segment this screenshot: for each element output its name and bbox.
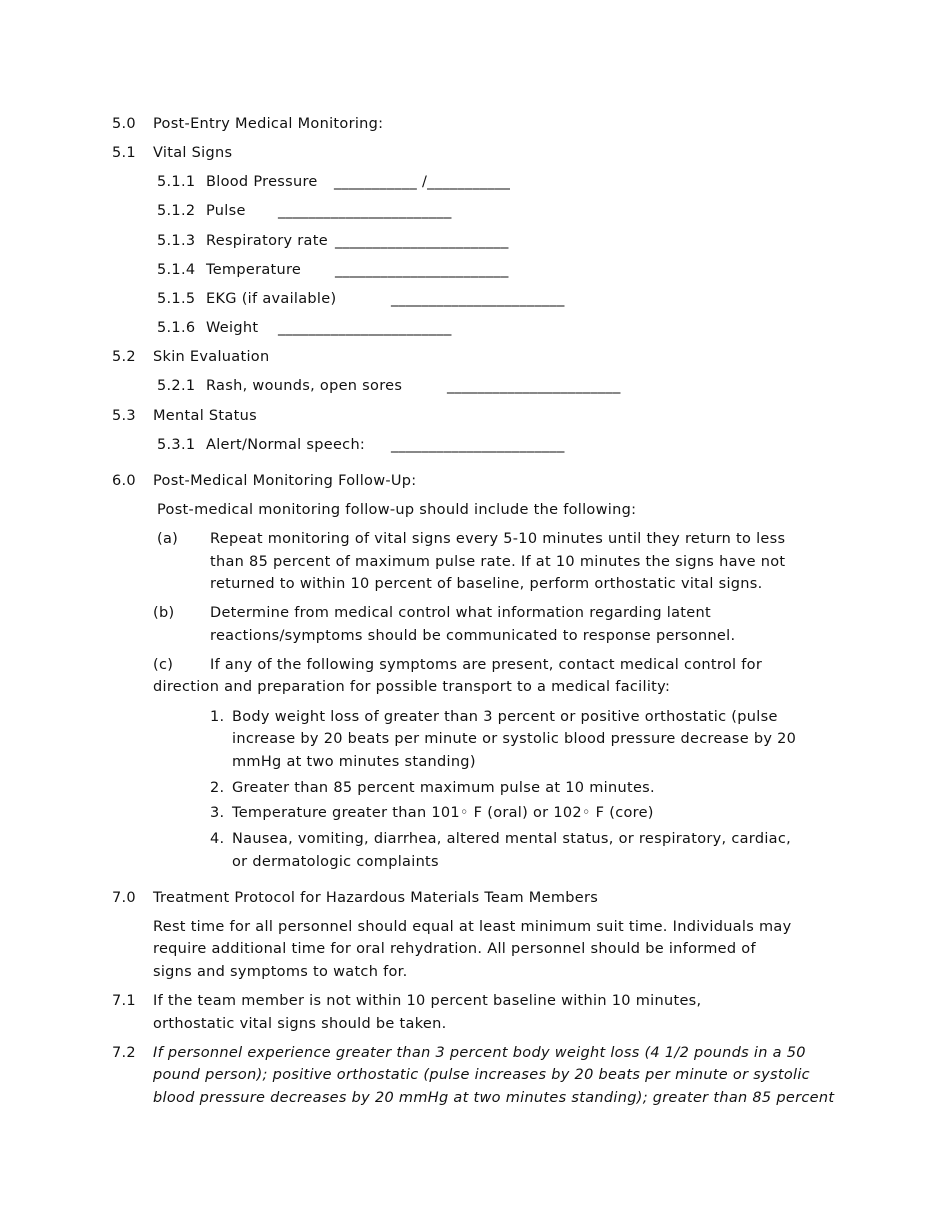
list-marker: (c): [153, 657, 174, 673]
item-label: Blood Pressure: [206, 174, 318, 190]
item-label: EKG (if available): [206, 291, 337, 307]
section-number: 5.1: [112, 145, 136, 161]
item-label: Rash, wounds, open sores: [206, 378, 403, 394]
section-number: 5.3: [112, 408, 136, 424]
paragraph-line: orthostatic vital signs should be taken.: [153, 1016, 447, 1032]
list-number: 3.: [210, 805, 225, 821]
section-title: Mental Status: [153, 408, 257, 424]
section-number: 5.2: [112, 349, 136, 365]
paragraph-line: Determine from medical control what information regarding latent: [210, 605, 711, 621]
fill-blank: _______________________: [335, 233, 509, 249]
list-number: 1.: [210, 709, 225, 725]
paragraph: Post-medical monitoring follow-up should include the following:: [157, 502, 637, 518]
item-number: 5.1.6: [157, 320, 196, 336]
section-number: 7.2: [112, 1045, 136, 1061]
list-item-line: increase by 20 beats per minute or systolic blood pressure decrease by 20: [232, 731, 797, 747]
section-title: Skin Evaluation: [153, 349, 270, 365]
section-number: 7.0: [112, 890, 136, 906]
paragraph-line: reactions/symptoms should be communicated to response personnel.: [210, 628, 736, 644]
paragraph-line: If the team member is not within 10 percent baseline within 10 minutes,: [153, 993, 702, 1009]
paragraph-line: direction and preparation for possible transport to a medical facility:: [153, 679, 671, 695]
paragraph-line: Repeat monitoring of vital signs every 5-10 minutes until they return to less: [210, 531, 786, 547]
paragraph-line: require additional time for oral rehydration. All personnel should be informed of: [153, 941, 756, 957]
list-item-line: Body weight loss of greater than 3 percent or positive orthostatic (pulse: [232, 709, 778, 725]
list-item-line: Nausea, vomiting, diarrhea, altered mental status, or respiratory, cardiac,: [232, 831, 792, 847]
item-label: Weight: [206, 320, 259, 336]
item-number: 5.1.4: [157, 262, 196, 278]
item-label: Respiratory rate: [206, 233, 328, 249]
paragraph-line: signs and symptoms to watch for.: [153, 964, 408, 980]
list-marker: (a): [157, 531, 179, 547]
list-item-line: Temperature greater than 101◦ F (oral) or 102◦ F (core): [232, 805, 654, 821]
list-item-line: or dermatologic complaints: [232, 854, 439, 870]
item-number: 5.2.1: [157, 378, 196, 394]
section-title: Vital Signs: [153, 145, 233, 161]
item-number: 5.1.5: [157, 291, 196, 307]
fill-blank: _______________________: [335, 262, 509, 278]
item-label: Pulse: [206, 203, 246, 219]
fill-blank: _______________________: [391, 291, 565, 307]
section-number: 5.0: [112, 116, 136, 132]
section-number: 6.0: [112, 473, 136, 489]
fill-blank: _______________________: [278, 203, 452, 219]
paragraph-line: blood pressure decreases by 20 mmHg at two minutes standing); greater than 85 percent: [153, 1090, 835, 1106]
paragraph-line: returned to within 10 percent of baseline, perform orthostatic vital signs.: [210, 576, 763, 592]
list-item-line: Greater than 85 percent maximum pulse at 10 minutes.: [232, 780, 655, 796]
paragraph-line: than 85 percent of maximum pulse rate. If at 10 minutes the signs have not: [210, 554, 786, 570]
section-number: 7.1: [112, 993, 136, 1009]
item-label: Alert/Normal speech:: [206, 437, 366, 453]
list-number: 4.: [210, 831, 225, 847]
fill-blank: ___________ /___________: [334, 174, 511, 190]
paragraph-line: Rest time for all personnel should equal at least minimum suit time. Individuals may: [153, 919, 792, 935]
section-title: Post-Medical Monitoring Follow-Up:: [153, 473, 417, 489]
item-number: 5.1.1: [157, 174, 196, 190]
item-number: 5.3.1: [157, 437, 196, 453]
list-number: 2.: [210, 780, 225, 796]
fill-blank: _______________________: [278, 320, 452, 336]
item-number: 5.1.2: [157, 203, 196, 219]
paragraph-line: If personnel experience greater than 3 percent body weight loss (4 1/2 pounds in a 50: [153, 1045, 806, 1061]
list-marker: (b): [153, 605, 175, 621]
section-title: Treatment Protocol for Hazardous Materials Team Members: [153, 890, 599, 906]
section-title: Post-Entry Medical Monitoring:: [153, 116, 384, 132]
fill-blank: _______________________: [447, 378, 621, 394]
paragraph-line: pound person); positive orthostatic (pulse increases by 20 beats per minute or systolic: [153, 1067, 810, 1083]
fill-blank: _______________________: [391, 437, 565, 453]
paragraph-line: If any of the following symptoms are present, contact medical control for: [210, 657, 763, 673]
item-label: Temperature: [206, 262, 302, 278]
list-item-line: mmHg at two minutes standing): [232, 754, 476, 770]
item-number: 5.1.3: [157, 233, 196, 249]
